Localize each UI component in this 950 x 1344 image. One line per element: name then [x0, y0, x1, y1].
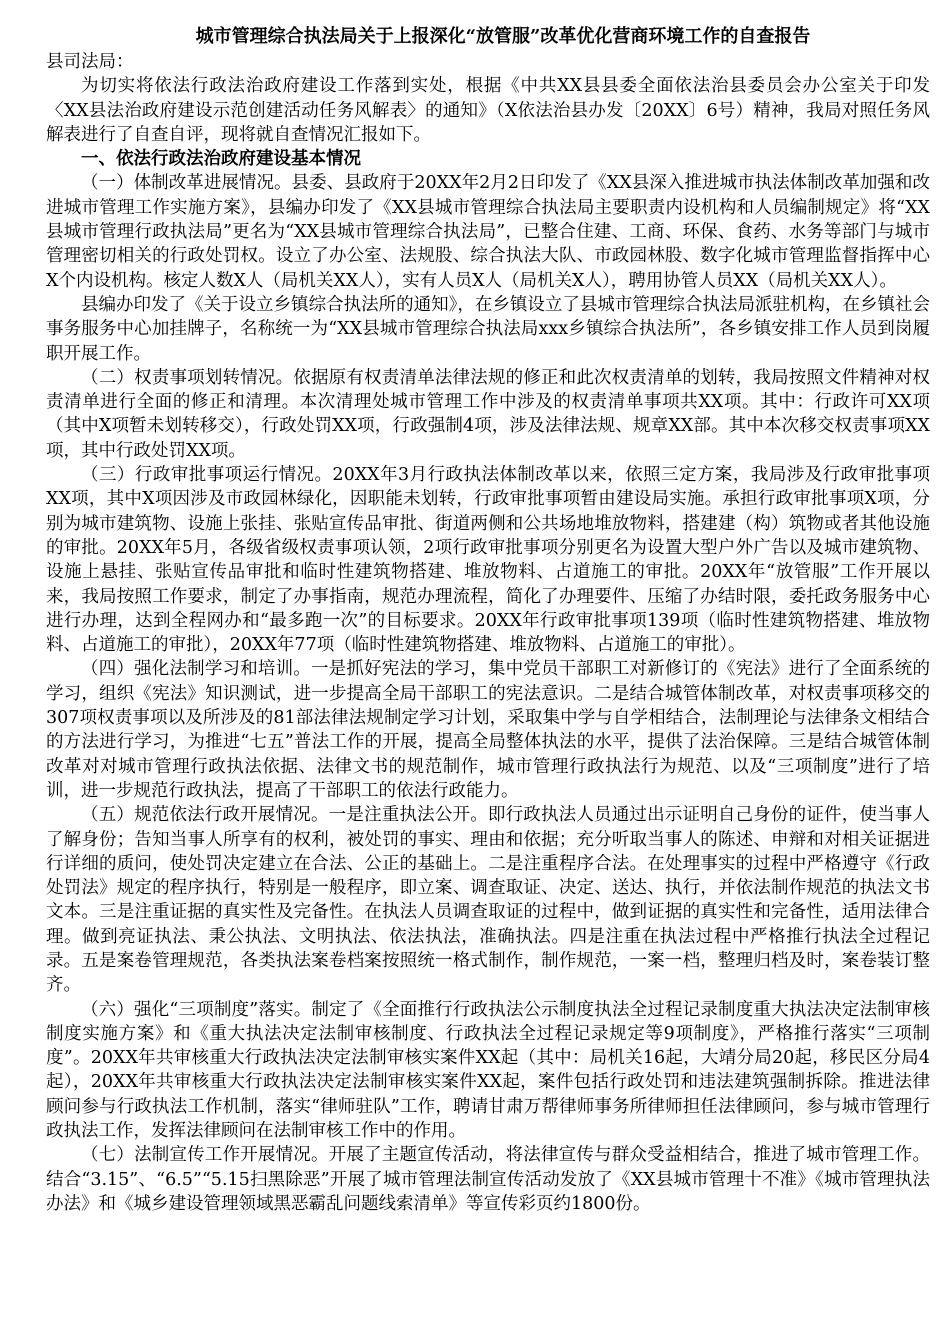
document-title: 城市管理综合执法局关于上报深化“放管服”改革优化营商环境工作的自查报告: [195, 26, 811, 47]
paragraph-1: （一）体制改革进展情况。县委、县政府于20XX年2月2日印发了《XX县深入推进城市执法体制改革加强和改进城市管理工作实施方案》，县编办印发了《XX县城市管理综合执法局主要职责内设机构和人员编制规定》将“XX县城市管理行政执法局”更名为“XX县城市管理综合执法局”，已整合住建、工商、环保、食药、水务等部门与城市管理密切相关的行政处罚权。设立了办公室、法规股、综合执法大队、市政园林股、数字化城市管理监督指挥中心X个内设机构。核定人数X人（局机关XX人），实有人员X人（局机关X人），聘用协管人员XX（局机关XX人）。: [46, 173, 930, 291]
intro-paragraph: 为切实将依法行政法治政府建设工作落到实处，根据《中共XX县县委全面依法治县委员会办公室关于印发〈XX县法治政府建设示范创建活动任务风解表〉的通知》（X依法治县办发〔20XX〕6号）精神，我局对照任务风解表进行了自查自评，现将就自查情况汇报如下。: [46, 76, 930, 145]
salutation: 县司法局：: [46, 52, 134, 72]
paragraph-3: （二）权责事项划转情况。依据原有权责清单法律法规的修正和此次权责清单的划转，我局按照文件精神对权责清单进行全面的修正和清理。本次清理处城市管理工作中涉及的权责清单事项共XX项。其中：行政许可XX项（其中X项暂未划转移交），行政处罚XX项，行政强制4项，涉及法律法规、规章XX部。其中本次移交权责事项XX项，其中行政处罚XX项。: [46, 367, 930, 461]
paragraph-7: （六）强化“三项制度”落实。制定了《全面推行行政执法公示制度执法全过程记录制度重大执法决定法制审核制度实施方案》和《重大执法决定法制审核制度、行政执法全过程记录规定等9项制度》，严格推行落实“三项制度”。20XX年共审核重大行政执法决定法制审核实案件XX起（其中：局机关16起，大靖分局20起，移民区分局4起），20XX年共审核重大行政执法决定法制审核实案件XX起，案件包括行政处罚和违法建筑强制拆除。推进法律顾问参与行政执法工作机制，落实“律师驻队”工作，聘请甘肃万帮律师事务所律师担任法律顾问，参与城市管理行政执法工作，发挥法律顾问在法制审核工作中的作用。: [46, 999, 930, 1142]
paragraph-8: （七）法制宣传工作开展情况。开展了主题宣传活动，将法律宣传与群众受益相结合，推进了城市管理工作。结合“3.15”、“6.5”“5.15扫黑除恶”开展了城市管理法制宣传活动发放了《XX县城市管理十不准》《城市管理执法办法》和《城乡建设管理领域黑恶霸乱问题线索清单》等宣传彩页约1800份。: [46, 1145, 930, 1214]
paragraph-6: （五）规范依法行政开展情况。一是注重执法公开。即行政执法人员通过出示证明自己身份的证件，使当事人了解身份；告知当事人所享有的权利，被处罚的事实、理由和依据；充分听取当事人的陈述、申辩和对相关证据进行详细的质问，使处罚决定建立在合法、公正的基础上。二是注重程序合法。在处理事实的过程中严格遵守《行政处罚法》规定的程序执行，特别是一般程序，即立案、调查取证、决定、送达、执行，并依法制作规范的执法文书文本。三是注重证据的真实性及完备性。在执法人员调查取证的过程中，做到证据的真实性和完备性，适用法律合理。做到亮证执法、秉公执法、文明执法、依法执法，准确执法。四是注重在执法过程中严格推行执法全过程记录。五是案卷管理规范，各类执法案卷档案按照统一格式制作，制作规范，一案一档，整理归档及时，案卷装订整齐。: [46, 805, 930, 996]
paragraph-4: （三）行政审批事项运行情况。20XX年3月行政执法体制改革以来，依照三定方案，我局涉及行政审批事项XX项，其中X项因涉及市政园林绿化，因职能未划转，行政审批事项暂由建设局实施。承担行政审批事项X项，分别为城市建筑物、设施上张挂、张贴宣传品审批、街道两侧和公共场地堆放物料，搭建建（构）筑物或者其他设施的审批。20XX年5月，各级省级权责事项认领，2项行政审批事项分别更名为设置大型户外广告以及城市建筑物、设施上悬挂、张贴宣传品审批和临时性建筑物搭建、堆放物料、占道施工的审批。20XX年“放管服”工作开展以来，我局按照工作要求，制定了办事指南，规范办理流程，简化了办理要件、压缩了办结时限，委托政务服务中心进行办理，达到全程网办和“最多跑一次”的目标要求。20XX年行政审批事项139项（临时性建筑物搭建、堆放物料、占道施工的审批），20XX年77项（临时性建筑物搭建、堆放物料、占道施工的审批）。: [46, 465, 930, 656]
paragraph-2: 县编办印发了《关于设立乡镇综合执法所的通知》，在乡镇设立了县城市管理综合执法局派驻机构，在乡镇社会事务服务中心加挂牌子，名称统一为“XX县城市管理综合执法局xxx乡镇综合执法所”，各乡镇安排工作人员到岗履职开展工作。: [46, 294, 930, 364]
paragraph-5: （四）强化法制学习和培训。一是抓好宪法的学习，集中党员干部职工对新修订的《宪法》进行了全面系统的学习，组织《宪法》知识测试，进一步提高全局干部职工的宪法意识。二是结合城管体制改革，对权责事项移交的307项权责事项以及所涉及的81部法律法规制定学习计划，采取集中学与自学相结合，法制理论与法律条文相结合的方法进行学习，为推进“七五”普法工作的开展，提高全局整体执法的水平，提供了法治保障。三是结合城管体制改革对对城市管理行政执法依据、法律文书的规范制作，城市管理行政执法行为规范、以及“三项制度”进行了培训，进一步规范行政执法，提高了干部职工的依法行政能力。: [46, 659, 930, 801]
section-heading: 一、依法行政法治政府建设基本情况: [81, 149, 361, 170]
